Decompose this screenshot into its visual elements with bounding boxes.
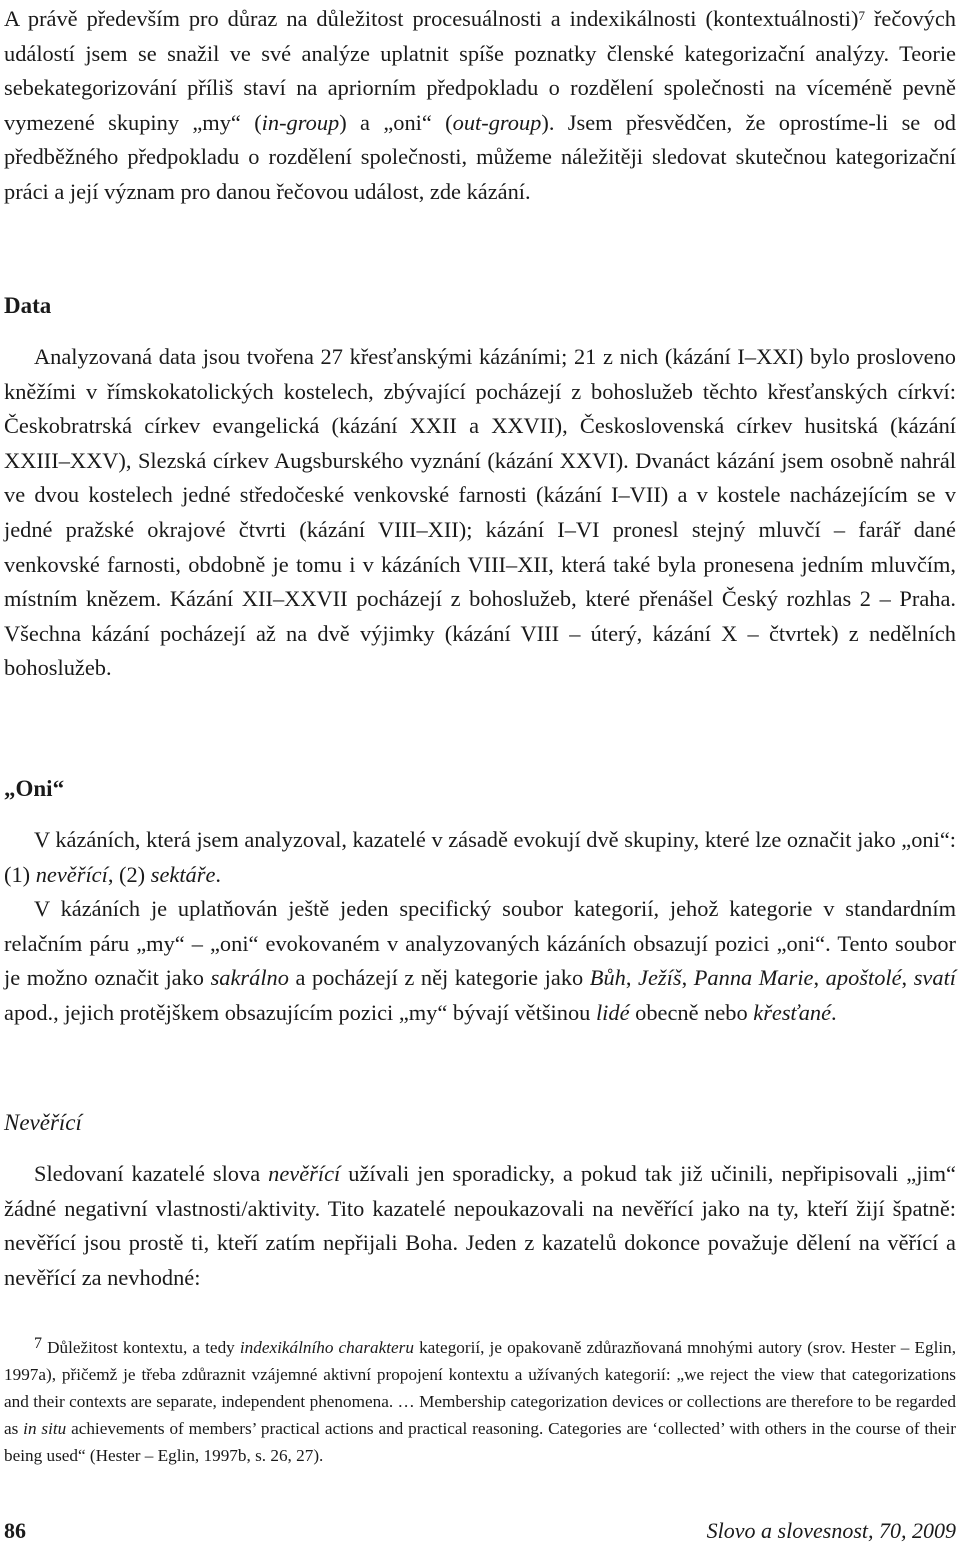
section-heading-data: Data xyxy=(4,293,52,318)
text-run: Důležitost kontextu, a tedy xyxy=(42,1338,240,1357)
term-indexikalni: indexikálního charakteru xyxy=(239,1338,414,1357)
text-run: . xyxy=(215,861,222,887)
term-jezis: Ježíš xyxy=(638,965,682,991)
footnote-7 xyxy=(4,1330,956,1469)
term-sektare: sektáře xyxy=(150,861,216,887)
term-buh: Bůh xyxy=(589,965,626,991)
data-paragraph-text: Analyzovaná data jsou tvořena 27 křesťanskými kázáními; 21 z nich (kázání I–XXI) bylo prosloveno kněžími v římskokatolických kostelech, zbývající pocházejí z bohoslužeb těchto křesťanských církví: Českobratrská církev evangelická (kázání XXII a XXVII), Československá církev husitská (kázání XXIII–XXV), Slezská církev Augsburského vyznání (kázání XXVI). Dvanáct kázání jsem osobně nahrál ve dvou kostelech jedné středočeské venkovské farnosti (kázání I–VII) a v kostele nacházejícím se v jedné pražské okrajové čtvrti (kázání VIII–XII); kázání I–VI pronesl stejný mluvčí – farář dané venkovské farnosti, obdobně je tomu i v kázáních VIII–XII, která také byla pronesena jedním mluvčím, místním knězem. Kázání XII–XXVII pocházejí z bohoslužeb, které přenášel Český rozhlas 2 – Praha. Všechna kázání pocházejí až na dvě výjimky (kázání VIII – úterý, kázání X – čtvrtek) z nedělních bohoslužeb. xyxy=(4,344,956,681)
intro-text-2: řečových událostí jsem se snažil ve své analýze uplatnit spíše poznatky členské kategorizační analýzy. Teorie sebekategorizování příliš staví na apriorním předpokladu o rozdělení společnosti na víceméně pevně vymezené skupiny „my“ ( xyxy=(4,6,957,135)
text-run: užívali jen sporadicky, a pokud tak již učinili, nepřipisovali „jim“ žádné negativní vlastnosti/aktivity. Tito kazatelé nepoukazovali na nevěřící jako na ty, kteří žijí špatně: nevěřící jsou prostě ti, kteří zatím nepřijali Boha. Jeden z kazatelů dokonce považuje dělení na věřící a nevěřící za nevhodné: xyxy=(4,1161,956,1290)
intro-text-3: ) a „oni“ ( xyxy=(339,109,453,135)
text-run: V kázáních, která jsem analyzoval, kazatelé v zásadě evokují dvě skupiny, které lze označit jako „oni“: (1) xyxy=(4,827,956,887)
text-run: Sledovaní kazatelé slova xyxy=(34,1161,269,1186)
neverici-section-body xyxy=(4,1157,956,1295)
intro-paragraph xyxy=(4,2,956,210)
footnote-ref: 7 xyxy=(858,8,865,23)
outgroup-term: out-group xyxy=(452,109,542,135)
term-in-situ: in situ xyxy=(23,1419,67,1438)
data-paragraph xyxy=(4,340,956,686)
journal-citation: Slovo a slovesnost, 70, 2009 xyxy=(706,1518,956,1543)
page-number: 86 xyxy=(4,1518,26,1543)
text-run: apod., jejich protějškem obsazujícím pozici „my“ bývají většinou xyxy=(4,999,596,1025)
text-run: , xyxy=(681,965,694,991)
intro-text-4: ). Jsem přesvědčen, že oprostíme-li se od předběžného předpokladu o rozdělení společnosti, můžeme náležitěji sledovat skutečnou kategorizační práci a její význam pro danou řečovou událost, zde kázání. xyxy=(4,109,956,204)
text-run: . xyxy=(831,999,837,1025)
ingroup-term: in-group xyxy=(261,109,340,135)
text-run: kategorií, je opakovaně zdůrazňovaná mnohými autory (srov. Hester – Eglin, 1997a), přičemž je třeba zdůraznit vzájemné aktivní propojení kontextu a užívaných kategorií: „we reject the view that categorizations and their contexts are separate, independent phenomena. … Membership categorization devices or collections are therefore to be regarded as xyxy=(4,1338,957,1438)
term-neverici: nevěřící xyxy=(35,861,108,887)
text-run: , xyxy=(901,965,914,991)
oni-paragraph-1 xyxy=(4,823,956,892)
text-run: achievements of members’ practical actions and practical reasoning. Categories are ‘collected’ with others in the course of their being used“ (Hester – Eglin, 1997b, s. 26, 27). xyxy=(4,1419,956,1465)
text-run: V kázáních je uplatňován ještě jeden specifický soubor kategorií, jehož kategorie v standardním relačním páru „my“ – „oni“ evokovaném v analyzovaných kázáních obsazují pozici „oni“. Tento soubor je možno označit jako xyxy=(4,896,956,991)
oni-paragraph-2 xyxy=(4,892,956,1030)
term-panna-marie: Panna Marie xyxy=(693,965,814,991)
footnote-text xyxy=(4,1330,956,1469)
text-run: , xyxy=(813,965,826,991)
text-run: , (2) xyxy=(107,861,151,887)
neverici-paragraph xyxy=(4,1157,956,1295)
term-lide: lidé xyxy=(595,999,630,1025)
text-run: a pocházejí z něj kategorie jako xyxy=(288,965,590,991)
page-footer xyxy=(0,1518,960,1548)
term-krestane: křesťané xyxy=(753,999,832,1025)
footnote-number: 7 xyxy=(34,1335,42,1352)
term-sakralno: sakrálno xyxy=(210,965,289,991)
oni-section-body xyxy=(4,823,956,1031)
text-run: , xyxy=(625,965,639,991)
text-run: obecně nebo xyxy=(629,999,754,1025)
term-svati: svatí xyxy=(913,965,957,991)
intro-text-1: A právě především pro důraz na důležitost procesuálnosti a indexikálnosti (kontextuálnosti) xyxy=(4,6,859,31)
section-heading-neverici: Nevěřící xyxy=(4,1110,82,1135)
term-apostole: apoštolé xyxy=(825,965,902,991)
section-heading-oni: „Oni“ xyxy=(4,776,65,801)
term-neverici: nevěřící xyxy=(268,1161,341,1186)
